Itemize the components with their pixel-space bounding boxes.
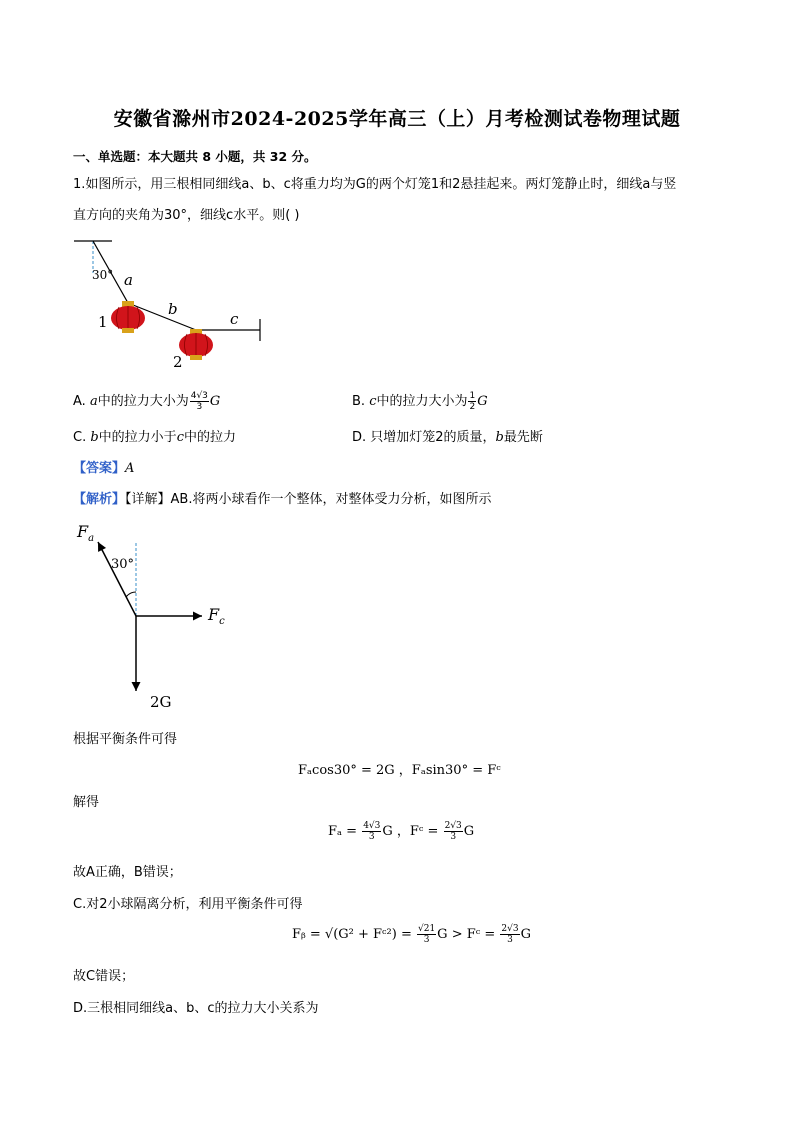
section-heading: 一、单选题：本大题共 8 小题，共 32 分。 — [73, 149, 317, 164]
lantern-figure — [70, 235, 270, 375]
angle-label: 30° — [92, 268, 114, 282]
answer-value: A — [125, 461, 135, 476]
answer-line — [73, 457, 134, 476]
option-a[interactable]: A. a中的拉力大小为 $\frac{4√3}{3}$ G — [73, 391, 221, 412]
fraction: $\frac{1}{2}$ — [469, 391, 476, 412]
analysis-line: 【解析】【详解】AB.将两小球看作一个整体，对整体受力分析，如图所示 — [73, 492, 492, 507]
fc-label: $F_c$ — [208, 605, 225, 627]
option-b[interactable]: B. c中的拉力大小为 $\frac{1}{2}$ G — [352, 391, 488, 412]
label-b: b — [168, 300, 178, 318]
page-title: 安徽省滁州市2024-2025学年高三（上）月考检测试卷物理试题 — [113, 108, 681, 130]
step-5: 故C错误； — [73, 969, 135, 984]
option-d[interactable]: D. 只增加灯笼2的质量，b最先断 — [352, 430, 543, 445]
lantern-1-icon — [111, 301, 145, 333]
force-diagram — [70, 515, 260, 715]
weight-label: 2G — [150, 693, 172, 711]
label-a: a — [124, 271, 133, 289]
equation-1: Fₐcos30° = 2G ，Fₐsin30° = Fᶜ — [298, 763, 501, 778]
fraction: $\frac{4√3}{3}$ — [190, 391, 208, 412]
lantern-1-label: 1 — [98, 313, 108, 331]
label-c: c — [230, 310, 239, 328]
fa-label: $F_a$ — [77, 522, 95, 544]
step-6: D.三根相同细线a、b、c的拉力大小关系为 — [73, 1001, 319, 1016]
step-3: 故A正确，B错误； — [73, 865, 182, 880]
step-4: C.对2小球隔离分析，利用平衡条件可得 — [73, 897, 303, 912]
lantern-2-icon — [179, 329, 213, 360]
lantern-2-label: 2 — [173, 353, 183, 371]
step-2: 解得 — [73, 795, 100, 810]
angle-30-label: 30° — [111, 557, 135, 572]
equation-2: Fₐ = $\frac{4√3}{3}$ G ，Fᶜ = $\frac{2√3}{3}$ G — [328, 821, 475, 842]
question-line-1: 1.如图所示，用三根相同细线a、b、c将重力均为G的两个灯笼1和2悬挂起来。两灯笼静止时，细线a与竖 — [73, 177, 677, 192]
option-c[interactable]: C. b中的拉力小于c中的拉力 — [73, 430, 236, 445]
equation-3: Fᵦ = √(G² + Fᶜ²) = $\frac{√21}{3}$ G > Fᶜ = $\frac{2√3}{3}$ G — [292, 924, 531, 945]
question-line-2: 直方向的夹角为30°，细线c水平。则( ) — [73, 208, 300, 223]
step-1: 根据平衡条件可得 — [73, 732, 178, 747]
answer-tag: 【答案】 — [73, 461, 126, 476]
